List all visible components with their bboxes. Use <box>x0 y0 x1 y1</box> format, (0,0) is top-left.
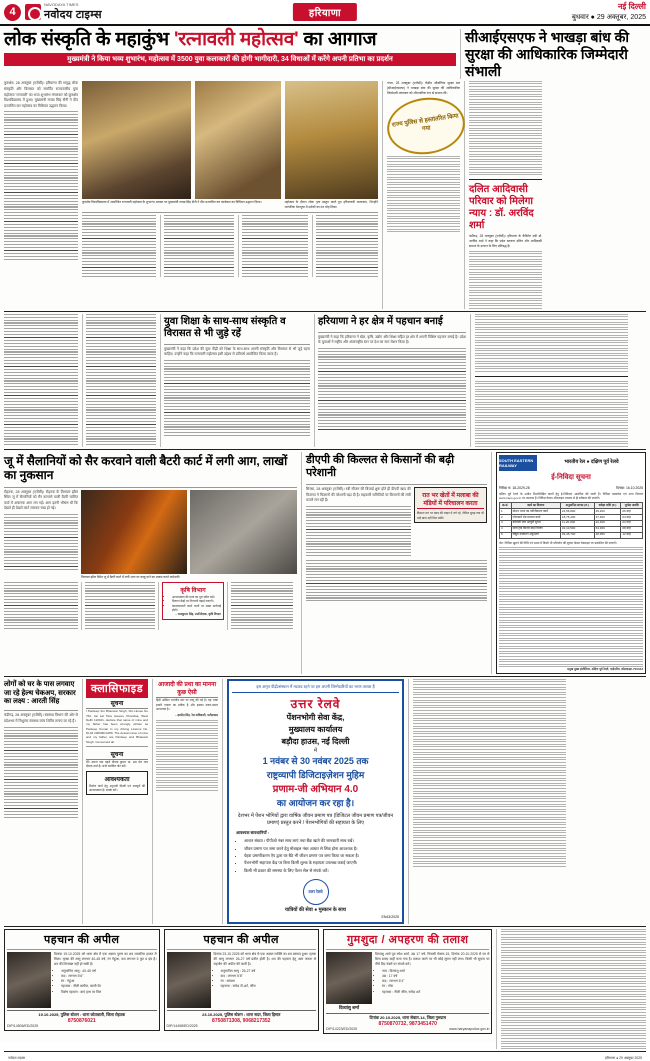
appeal-detail: • रंग : गोरा <box>382 984 489 989</box>
tender-table <box>499 502 643 538</box>
lead-headline-highlight: 'रत्नावली महोत्सव' <box>174 29 299 50</box>
tender-continuation-filler <box>413 679 566 867</box>
edition-badge: हरियाणा <box>293 3 357 21</box>
cell: स्टेशन भवन का नवीनीकरण कार्य <box>511 509 560 515</box>
railway-ad-points-head: आवश्यक सावधानियाँ : <box>236 829 270 835</box>
zoo-filler-c <box>231 582 293 630</box>
cell: 49,200 <box>594 509 621 515</box>
appeal-panel-1 <box>4 929 160 1031</box>
appeal-docid-1: DIP/14506/ED/2025 <box>7 1023 39 1028</box>
zoo-photo-fire <box>81 490 187 574</box>
zoo-body-filler <box>4 514 78 572</box>
appeal-detail: • अनुमानित आयु : 40-45 वर्ष <box>61 969 157 974</box>
cell: रेलवे ट्रैक किनारे बाड़ निर्माण <box>511 526 560 532</box>
lead-body-text: कुरुक्षेत्र, 28 अक्तूबर (एजेंसी)। हरियाणा की समृद्ध लोक संस्कृति और विरासत को समर्पित राज्यस्तरीय युवा महोत्सव 'रत्नावली' का भव्य शुभारंभ मंगलवार को कुरुक्षेत्र विश्वविद्यालय में हुआ। मुख्यमंत्री नायब सिंह सैनी ने दीप प्रज्वलित कर महोत्सव का विधिवत उद्घाटन किया। <box>4 81 78 108</box>
appeal-title-3: गुमशुदा / अपहरण की तलाश <box>346 933 469 946</box>
people-story-body: चंडीगढ़, 28 अक्तूबर (एजेंसी)। स्वास्थ्य विभाग की ओर से प्रदेशभर में निशुल्क स्वास्थ्य जांच शिविर लगाए जा रहे हैं। <box>4 713 78 724</box>
lead-col4-filler <box>242 215 308 277</box>
appeal-docid-3: DIP/14223/ED/2025 <box>326 1026 358 1031</box>
tender-col: कार्य का विवरण <box>511 503 560 509</box>
missing-person-name: दिव्यांशु शर्मा <box>338 1004 360 1010</box>
lead-headline-part2: का आगाज <box>298 29 377 50</box>
railway-ad-topnote: इस अमृत पीढ़ी/संस्थान में नदारद रहने पर हम अपनी जिम्मेदारियों का भरण तलाश हैं <box>232 684 399 693</box>
tender-ref: निविदा सं. 18-2029-28 <box>499 485 530 490</box>
cell: 3 <box>500 520 512 526</box>
lead-col2-filler <box>82 215 156 277</box>
appeal-body-2: दिनांक 23.10.2025 को थाना क्षेत्र से एक अज्ञात व्यक्ति का शव बरामद हुआ। मृतक की आयु लगभग 26-27 वर्ष प्रतीत होती है। शव की पहचान हेतु आम जनता से सहयोग की अपील की जाती है। <box>213 951 316 966</box>
tender-col: पूर्णता अवधि <box>621 503 643 509</box>
page-number-badge: 4 <box>4 4 21 21</box>
appeal-panel-2 <box>164 929 320 1031</box>
railway-ad-point: • चेहरा प्रमाणीकरण ऐप द्वारा घर बैठे भी जीवन प्रमाण पत्र जमा किया जा सकता है। <box>244 853 395 859</box>
appeal-website[interactable]: www.haryanapolice.gov.in <box>449 1026 490 1031</box>
cell: 03 माह <box>621 520 643 526</box>
cell: कॉलोनी जल आपूर्ति सुधार <box>511 520 560 526</box>
appeal-footer-3: दिनांक 20.10.2025, थाना सेक्टर-14, जिला गुरुग्राम <box>326 1013 489 1021</box>
railway-ad-point: • पेंशनभोगी सहायता केंद्र पर बिना किसी शुल्क के सहायता उपलब्ध कराई जाएगी। <box>244 860 395 866</box>
lead-photo-1 <box>82 81 191 199</box>
bottom-right-filler <box>501 929 646 1049</box>
railway-ad-dates: 1 नवंबर से 30 नवंबर 2025 तक <box>262 756 369 767</box>
railway-ad-org: उत्तर रेलवे <box>290 696 341 711</box>
appeal-detail: • कद : लगभग 5'4" <box>382 979 489 984</box>
mid-story-1-filler <box>164 360 310 438</box>
page-footer <box>4 1054 646 1061</box>
sub-right-body: चंडीगढ़, 28 अक्तूबर (एजेंसी)। हरियाणा के कैबिनेट मंत्री डॉ. अरविंद शर्मा ने कहा कि प्रदेश सरकार दलित और आदिवासी समाज के उत्थान के लिए प्रतिबद्ध है। <box>469 234 542 248</box>
dap-body: सिरसा, 28 अक्तूबर (एजेंसी)। रबी सीजन की बिजाई शुरू होते ही डीएपी खाद की किल्लत ने किसानों की परेशानी बढ़ा दी है। सहकारी समितियों पर किसानों की लंबी कतारें लग रही हैं। <box>306 487 411 503</box>
sub-right-headline: दलित आदिवासी परिवार को मिलेगा न्याय : डॉ. अरविंद शर्मा <box>469 184 534 232</box>
cell: 18,950 <box>594 532 621 538</box>
classified-block-text: I Pardeep S/o Bhanwar Singh, R/o House No 762, Jai Lal Tara Jeevan, Khandsa, West Delhi 110041, declare that name of mine and my father has been wrongly written as Pardeep Kumar in my driving Licence No. DL04 20090014189. The Actual name of mine and my father are Pardeep and Bhanwar Singh. Concerned all. <box>86 709 148 744</box>
cell: 4 <box>500 526 512 532</box>
side-notes-signature: – राजकुमार सिंह, उपनिदेशक, कृषि विभाग <box>175 612 221 617</box>
right-mid-filler <box>475 314 628 374</box>
health-note-head: आजादी की प्रथा का मानना कुछ ऐसी <box>156 679 218 698</box>
cell: 09,45,700 <box>560 532 594 538</box>
side-notes-head: कृषि विभाग <box>180 587 206 594</box>
lead-body-filler <box>4 111 78 261</box>
dap-filler <box>306 506 411 558</box>
zoo-filler-b <box>85 582 155 630</box>
appeal-photo-1 <box>7 952 51 1008</box>
appeal-photo-2 <box>167 952 211 1008</box>
zoo-caption: तिलयार झील स्थित जू में बैटरी कार्ट में लगी आग पर काबू पाने का प्रयास करते कर्मचारी। <box>81 574 181 579</box>
people-story-headline: लोगों को घर के पास लगवाए जा रहे हेल्थ चेकअप, सरकार का लक्ष्य : आरती सिंह <box>4 681 76 706</box>
railway-ad-event3: का आयोजन कर रहा है। <box>276 798 355 809</box>
right-lead-headline: सीआईएसएफ ने भाखड़ा बांध की सुरक्षा की आधिकारिक जिम्मेदारी संभाली <box>465 29 629 79</box>
logo-mark-icon <box>25 4 41 20</box>
railway-ad-line3: बड़ौदा हाउस, नई दिल्ली <box>281 736 350 746</box>
cell: 5 <box>500 532 512 538</box>
appeal-detail: • रंग : गेहुंआ <box>61 979 157 984</box>
cell: 64,300 <box>594 526 621 532</box>
side-note-item: • वितरण केंद्रों पर निगरानी बढ़ाई जाएगी। <box>172 599 221 603</box>
appeal-detail: • कद : लगभग 5'6" <box>61 974 157 979</box>
cell: 32,10,500 <box>560 526 594 532</box>
appeal-detail: • नाम : दिव्यांशु शर्मा <box>382 969 489 974</box>
masthead-date: बुधवार ● 29 अक्तूबर, 2025 <box>571 13 646 21</box>
lead-caption-2: महोत्सव के दौरान लोक नृत्य प्रस्तुत करते हुए हरियाणवी कलाकार, जिन्होंने पारंपरिक वेशभूषा में दर्शकों का मन मोह लिया। <box>284 200 378 209</box>
classified-block-head: सूचना <box>86 749 148 760</box>
appeal-phone-1: 8750876021 <box>67 1017 96 1024</box>
mid-story-1-headline: युवा शिक्षा के साथ-साथ संस्कृति व विरासत से भी जुड़े रहें <box>164 315 286 339</box>
lead-photo-3 <box>285 81 378 199</box>
railway-ad-code: EN43/2025 <box>381 914 399 919</box>
appeal-footer-2: 23.10.2025, पुलिस स्टेशन : थाना सदर, जिला हिसार <box>167 1010 317 1018</box>
zoo-headline: जू में सैलानियों को सैर करवाने वाली बैटरी कार्ट में लगी आग, लाखों का नुकसान <box>4 453 288 483</box>
appeal-detail: • विशेष पहचान : बाएं हाथ पर तिल <box>61 990 157 995</box>
railway-ad-purpose: देशभर में पेंशन भोगियों द्वारा वार्षिक जीवन प्रमाण पत्र (डिजिटल जीवन प्रमाण पत्र/जीवन प्रमाण) प्रस्तुत करने / पेंशनभोगियों की सहायता के लिए <box>237 812 394 827</box>
cell: 2 <box>500 515 512 521</box>
cell: विद्युत उपकरण अनुरक्षण <box>511 532 560 538</box>
appeal-phone-3: 8750870732, 9873451470 <box>378 1020 437 1027</box>
cell: 12 माह <box>621 532 643 538</box>
lead-caption-1: कुरुक्षेत्र विश्वविद्यालय में आयोजित रत्नावली महोत्सव के शुभारंभ अवसर पर मुख्यमंत्री नायब सिंह सैनी ने दीप प्रज्वलित कर कार्यक्रम का विधिवत उद्घाटन किया। <box>82 200 262 205</box>
tender-date: दिनांक: 16.10.2025 <box>616 485 643 490</box>
cell: 04 माह <box>621 515 643 521</box>
mid-left-filler <box>4 314 78 446</box>
tender-title: ई-निविदा सूचना <box>551 473 591 481</box>
appeal-detail: • पहनावा : सफेद टी-शर्ट, जींस <box>221 984 317 989</box>
right-lead-filler <box>387 156 460 234</box>
cell: 24,56,800 <box>560 509 594 515</box>
classified-block-text-2: मैंने अपना नाम पहले दीपक कुमार था, अब मेरा नाम दीपक शर्मा है। सभी संबंधित नोट करें। <box>86 760 148 769</box>
appeal-body-1: दिनांक 19.10.2025 को थाना क्षेत्र में एक अज्ञात पुरुष का शव लावारिस हालत में मिला। मृतक की आयु लगभग 40-45 वर्ष, रंग गेहुंआ, कद लगभग 5 फुट 6 इंच है। शव की शिनाख्त नहीं हो सकी है। <box>54 951 157 966</box>
zoo-filler-a <box>4 582 78 630</box>
mid-story-1-body: मुख्यमंत्री ने कहा कि प्रदेश की युवा पीढ़ी को शिक्षा के साथ-साथ अपनी संस्कृति और विरासत से भी जुड़े रहना चाहिए। उन्होंने कहा कि रत्नावली महोत्सव इसी उद्देश्य से प्रतिवर्ष आयोजित किया जाता है। <box>164 346 310 357</box>
side-note-item: • कालाबाजारी करने वालों पर सख्त कार्रवाई होगी। <box>172 604 221 613</box>
tender-filler <box>499 547 643 667</box>
classified-ad-text: निर्माण कार्य हेतु अनुभवी मिस्त्री एवं मजदूरों की आवश्यकता है। संपर्क करें। <box>89 783 145 793</box>
people-story-filler <box>4 727 78 819</box>
appeal-panel-3 <box>323 929 492 1034</box>
cell: प्लेटफार्म शेड मरम्मत कार्य <box>511 515 560 521</box>
mid-left-filler-2 <box>86 314 156 446</box>
table-row <box>500 532 643 538</box>
cell: 18,75,400 <box>560 515 594 521</box>
tender-notice <box>496 452 646 675</box>
dap-sidebox-head: रात भर खेतों में मलाबा की मंडियों में परिचालन करता <box>417 490 484 509</box>
railway-ad-points <box>232 828 399 877</box>
sub-right-filler <box>469 251 542 309</box>
appeal-detail: • कद : लगभग 5'8" <box>221 974 317 979</box>
railway-logo-icon: SOUTH EASTERN RAILWAY <box>499 455 537 471</box>
railway-advertisement <box>227 679 404 923</box>
railway-ad-point: • जीवन प्रमाण पत्र जमा करने हेतु मोबाइल नंबर आधार से लिंक होना आवश्यक है। <box>244 846 395 852</box>
appeal-detail: • रंग : सांवला <box>221 979 317 984</box>
lead-headline-part1: लोक संस्कृति के महाकुंभ <box>4 29 175 50</box>
railway-ad-footer: यात्रियों की सेवा ● मुस्कान के साथ <box>285 907 346 914</box>
masthead-dateline <box>572 2 646 21</box>
appeal-phone-2: 8750871308, 9068217352 <box>212 1017 271 1024</box>
cell: 1 <box>500 509 512 515</box>
health-note-signature: – हरप्रीत सिंह, रेल अधिकारी, फरीदाबाद <box>175 713 218 718</box>
appeal-title-2: पहचान की अपील <box>203 933 279 946</box>
masthead-city: नई दिल्ली <box>617 2 646 12</box>
appeal-detail: • अनुमानित आयु : 26-27 वर्ष <box>221 969 317 974</box>
publication-logo <box>25 2 102 22</box>
tender-col: क्र.सं. <box>500 503 512 509</box>
footer-left: नवोदय टाइम्स <box>8 1055 25 1060</box>
right-lead-body: नंगल, 28 अक्तूबर (एजेंसी)। केंद्रीय औद्योगिक सुरक्षा बल (सीआईएसएफ) ने भाखड़ा बांध की सुरक्षा की आधिकारिक जिम्मेदारी मंगलवार को औपचारिक रूप से संभाल ली। <box>387 81 460 95</box>
zoo-body: रोहतक, 28 अक्तूबर (एजेंसी)। रोहतक के तिलयार झील स्थित जू में सैलानियों को सैर करवाने वाली बैटरी चालित कार्ट में अचानक आग लग गई। आग इतनी भीषण थी कि देखते ही देखते कार्ट जलकर राख हो गई। <box>4 489 78 511</box>
lead-photo-2 <box>195 81 282 199</box>
right-lead-filler-2 <box>469 81 542 177</box>
cell: 08 माह <box>621 526 643 532</box>
cell: 11,20,000 <box>560 520 594 526</box>
cell: 22,400 <box>594 520 621 526</box>
tender-footer: प्रमुख मुख्य इंजीनियर, दक्षिण पूर्व रेलवे, गार्डनरीच, कोलकाता-700043 <box>567 666 643 671</box>
tender-col: धरोहर राशि (रु.) <box>594 503 621 509</box>
status-seal: राज्य पुलिस से हस्तांतरित किया गया <box>383 93 468 159</box>
side-note-item: • आवश्यकता की मात्रा का पूरा ब्यौरा रखें। <box>172 595 221 599</box>
railway-emblem-icon: उत्तर रेलवे <box>303 879 329 905</box>
classified-notice-head: सूचना <box>86 698 148 709</box>
health-note-filler <box>156 720 218 792</box>
right-mid-filler-2 <box>475 381 628 447</box>
railway-ad-point: • किसी भी प्रकार की समस्या के लिए पेंशन सेल से संपर्क करें। <box>244 868 395 874</box>
classified-title: क्लासिफाइड <box>86 679 148 698</box>
appeal-footer-1: 19.10.2025, पुलिस स्टेशन : थाना कोतवाली, जिला रोहतक <box>7 1010 157 1018</box>
appeal-body-3: दिव्यांशु शर्मा पुत्र रमेश शर्मा, उम्र 17 वर्ष, निवासी सेक्टर-15, दिनांक 20.10.2025 से घर से बिना बताए कहीं चला गया है। तलाश करने पर भी कोई सुराग नहीं लगा। किसी भी सूचना पर नीचे दिए नंबरों पर संपर्क करें। <box>375 951 490 966</box>
tender-col: अनुमानित लागत (रु.) <box>560 503 594 509</box>
lead-col3-filler <box>164 215 234 277</box>
mid-story-2-filler <box>318 348 466 430</box>
mid-story-2-headline: हरियाणा ने हर क्षेत्र में पहचान बनाई <box>318 315 443 327</box>
railway-ad-point: • आधार संख्या / पीपीओ नंबर साथ लाएं तथा बैंक खाते की जानकारी साथ रखें। <box>244 838 395 844</box>
classified-ad-head: आवश्यकता <box>104 776 130 783</box>
tender-note: नोट: निविदा खुलने की तिथि एवं समय में किसी भी परिवर्तन की सूचना केवल वेबसाइट पर प्रकाशित की जाएगी। <box>499 540 617 545</box>
dap-sidebox-body: किसान रात भर खाद की लाइन में लगे रहे, लेकिन सुबह तक भी उन्हें खाद नहीं मिल सकी। <box>416 511 484 520</box>
dap-filler-2 <box>306 560 487 602</box>
lead-col5-filler <box>316 215 378 277</box>
railway-ad-line4: में <box>314 747 317 754</box>
footer-right: हरियाणा ● 29 अक्तूबर 2025 <box>604 1055 642 1060</box>
lead-headline <box>4 29 456 51</box>
appeal-detail: • पहनावा : नीली जींस, सफेद शर्ट <box>382 990 489 995</box>
appeal-detail: • पहनावा : नीली कमीज, काली पेंट <box>61 984 157 989</box>
tender-body: दक्षिण पूर्व रेलवे के अधीन निम्नलिखित कार्यों हेतु ई-निविदाएं आमंत्रित की जाती हैं। निविदा दस्तावेज एवं अन्य विवरण www.ireps.gov.in पर उपलब्ध हैं। निविदा केवल ऑनलाइन माध्यम से ही स्वीकार की जाएंगी। <box>499 491 643 500</box>
railway-ad-event2: प्रणाम-जी अभियान 4.0 <box>272 784 359 796</box>
cell: 37,600 <box>594 515 621 521</box>
appeal-detail: • उम्र : 17 वर्ष <box>382 974 489 979</box>
missing-person-photo <box>326 952 372 1004</box>
tender-header-line: भारतीय रेल ● दक्षिण पूर्व रेलवे <box>564 459 619 466</box>
railway-ad-line1: पेंशनभोगी सेवा केंद्र, <box>286 712 345 722</box>
masthead <box>0 0 650 26</box>
zoo-photo-smoke <box>190 490 297 574</box>
logo-title: नवोदय टाइम्स <box>44 9 102 21</box>
railway-ad-line2: मुख्यालय कार्यालय <box>288 724 343 734</box>
cell: 06 माह <box>621 509 643 515</box>
appeal-title-1: पहचान की अपील <box>44 933 120 946</box>
appeal-docid-2: DIP/14498/ED/2025 <box>166 1023 198 1028</box>
mid-story-2-body: मुख्यमंत्री ने कहा कि हरियाणा ने खेल, कृषि, उद्योग और शिक्षा सहित हर क्षेत्र में अपनी विशिष्ट पहचान बनाई है। प्रदेश के युवाओं ने राष्ट्रीय और अंतरराष्ट्रीय स्तर पर देश का नाम रोशन किया है। <box>318 334 466 345</box>
lead-subhead: मुख्यमंत्री ने किया भव्य शुभारंभ, महोत्सव में 3500 युवा कलाकारों की होगी भागीदारी, 34 विधाओं में करेंगे अपनी प्रतिभा का प्रदर्शन <box>4 53 456 66</box>
health-note-text: हिंदी अखिल भारतीय स्तर पर लागू की गई है। यह भाषा हमारी एकता का प्रतीक है और इसका प्रचार-प्रसार आवश्यक है। <box>156 698 218 711</box>
dap-headline: डीएपी की किल्लत से किसानों की बढ़ी परेशानी <box>306 453 455 479</box>
railway-ad-event1: राष्ट्रव्यापी डिजिटाइज़ेशन मुहिम <box>266 769 365 780</box>
logo-sub-text: NAVODAYA TIMES <box>44 2 79 7</box>
